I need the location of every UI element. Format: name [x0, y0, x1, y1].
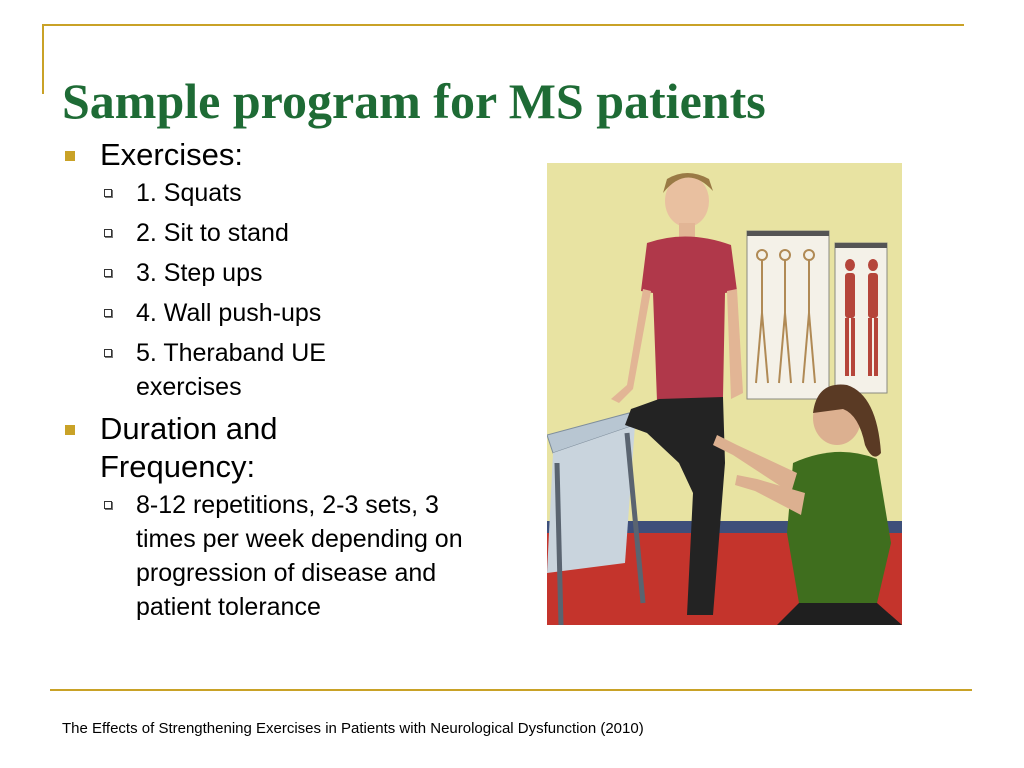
list-item: [100, 488, 496, 624]
checkbox-bullet-icon: [104, 501, 112, 509]
list-item: [100, 296, 522, 330]
checkbox-bullet-icon: [104, 349, 112, 357]
duration-list: [100, 488, 520, 624]
list-item-text: 8-12 repetitions, 2-3 sets, 3 times per week depending on progression of disease and patient tolerance: [136, 491, 463, 621]
footer-citation: The Effects of Strengthening Exercises in Patients with Neurological Dysfunction (2010): [62, 720, 644, 737]
anatomy-chart-left: [747, 231, 829, 399]
list-item-text: 2. Sit to stand: [136, 219, 289, 247]
list-item: [100, 256, 522, 290]
left-border-line: [42, 24, 44, 94]
checkbox-bullet-icon: [104, 189, 112, 197]
anatomy-chart-right: [835, 243, 887, 393]
bullet-heading: Duration and Frequency:: [100, 411, 278, 484]
exercise-list: [100, 176, 522, 404]
footer-divider-line: [50, 689, 972, 691]
list-item: [100, 176, 522, 210]
slide-title: Sample program for MS patients: [62, 72, 766, 129]
list-item-text: 4. Wall push-ups: [136, 299, 322, 327]
list-item-text: 1. Squats: [136, 179, 242, 207]
checkbox-bullet-icon: [104, 309, 112, 317]
top-border-line: [42, 24, 964, 26]
square-bullet-icon: [65, 425, 75, 435]
bullet-heading: Exercises:: [100, 137, 243, 172]
bullet-content: [62, 136, 522, 630]
list-item-text: 5. Theraband UE exercises: [136, 339, 326, 401]
bullet-exercises: [62, 136, 522, 404]
bullet-duration-frequency: [62, 410, 463, 624]
list-item: [100, 336, 436, 404]
square-bullet-icon: [65, 151, 75, 161]
exercise-photo: [547, 163, 902, 625]
list-item-text: 3. Step ups: [136, 259, 263, 287]
checkbox-bullet-icon: [104, 269, 112, 277]
list-item: [100, 216, 522, 250]
checkbox-bullet-icon: [104, 229, 112, 237]
